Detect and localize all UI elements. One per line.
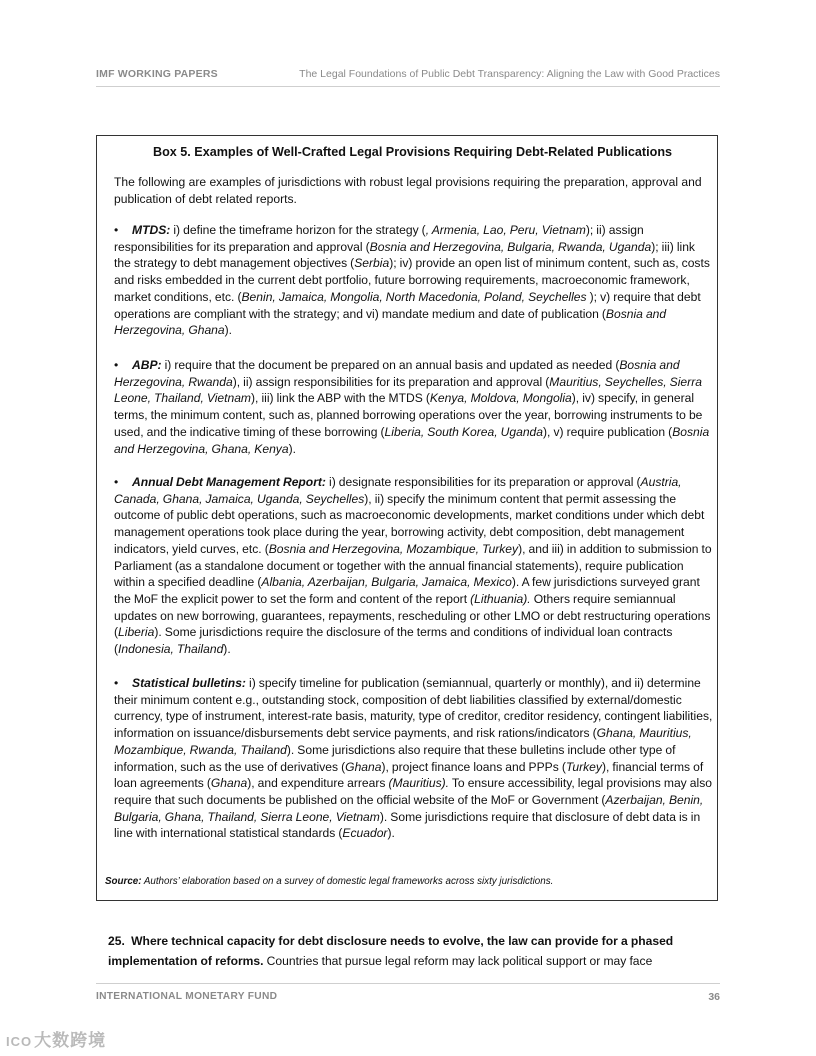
- item-text: ).: [387, 826, 395, 841]
- item-text: ), and expenditure arrears: [247, 776, 389, 791]
- bullet-icon: •: [114, 358, 119, 372]
- source-label: Source:: [105, 876, 142, 887]
- jurisdiction-list: Serbia: [354, 256, 390, 271]
- item-text: ); iv) provide an open list of minimum content, such as, costs and risks embedded in the current debt portfolio, future borrowing requirements, macroeconomic framework, market conditions, etc. (: [114, 256, 710, 304]
- jurisdiction-list: Bosnia and Herzegovina, Rwanda: [114, 358, 680, 389]
- box-item-statistical-bulletins: [114, 675, 714, 842]
- jurisdiction-list: Mauritius, Seychelles, Sierra Leone, Thailand, Vietnam: [114, 374, 702, 406]
- item-text: ), iv) specify, in general terms, the minimum content, such as, planned borrowing operations over the year, borrowing instruments to be used, and the indicative timing of these borrowing (: [114, 391, 703, 439]
- box-source: [105, 876, 553, 887]
- item-text: ), and iii) in addition to submission to Parliament (as a standalone document or together with the annual financial statements), require publication within a specified deadline (: [114, 541, 712, 590]
- box-intro: The following are examples of jurisdictions with robust legal provisions requiring the preparation, approval and publication of debt related reports.: [114, 175, 702, 206]
- item-text: ), iii) link the ABP with the MTDS (: [251, 391, 430, 406]
- jurisdiction-list: Bosnia and Herzegovina, Bulgaria, Rwanda, Uganda: [369, 239, 652, 254]
- jurisdiction-list: , Armenia, Lao, Peru, Vietnam: [425, 223, 586, 237]
- item-text: To ensure accessibility, legal provisions may also require that such documents be published on the official website of the MoF or Government (: [114, 776, 712, 807]
- jurisdiction-list: Bosnia and Herzegovina, Ghana, Kenya: [114, 424, 710, 456]
- item-term: Statistical bulletins:: [132, 676, 246, 690]
- item-body: [114, 358, 709, 456]
- box-item-annual-report: [114, 474, 714, 658]
- jurisdiction-list: Kenya, Moldova, Mongolia: [429, 391, 572, 406]
- item-text: ). Some jurisdictions require that disclosure of debt data is in line with international statistical standards (: [114, 809, 701, 841]
- jurisdiction-list: Ghana, Mauritius, Mozambique, Rwanda, Thailand: [114, 726, 692, 757]
- item-text: ); v) require that debt operations are compliant with the strategy; and vi) mandate medium and date of publication (: [114, 289, 701, 321]
- header-divider: [96, 86, 720, 87]
- item-text: ).: [223, 642, 231, 657]
- watermark-text: 大数跨境: [34, 1031, 107, 1050]
- item-body: [114, 676, 712, 840]
- paragraph-lead: Where technical capacity for debt disclosure needs to evolve, the law can provide for a phased implementation of reforms.: [108, 934, 674, 968]
- item-text: ).: [224, 323, 233, 338]
- jurisdiction-list: Ghana: [345, 759, 382, 774]
- jurisdiction-list: Ghana: [210, 776, 248, 791]
- jurisdiction-list: Bosnia and Herzegovina, Mozambique, Turkey: [268, 541, 519, 556]
- item-text: ), project finance loans and PPPs (: [381, 759, 566, 774]
- jurisdiction-list: (Mauritius).: [388, 776, 450, 791]
- item-text: ). Some jurisdictions also require that these bulletins include other type of information, such as the use of derivatives (: [114, 742, 676, 774]
- running-header-series: IMF WORKING PAPERS: [96, 68, 218, 80]
- item-text: ). Some jurisdictions require the disclosure of the terms and conditions of individual loan contracts (: [114, 625, 673, 657]
- item-text: i) specify timeline for publication (semiannual, quarterly or monthly), and ii) determine their minimum content e.g., outstanding stock, composition of debt liabilities classified by external/domestic currency, type of instrument, interest-rate basis, maturity, type of creditor, creditor residency, contingent liabilities, information on issuance/disbursements debt service payments, and risk rations/indicators (: [114, 676, 713, 741]
- box-5: [96, 135, 718, 901]
- item-text: i) require that the document be prepared on an annual basis and updated as needed (: [161, 358, 620, 372]
- jurisdiction-list: (Lithuania).: [470, 591, 531, 606]
- running-header-title: The Legal Foundations of Public Debt Transparency: Aligning the Law with Good Practices: [299, 68, 720, 80]
- item-term: MTDS:: [132, 223, 171, 237]
- paragraph-text: Countries that pursue legal reform may lack political support or may face: [263, 953, 653, 968]
- bullet-icon: •: [114, 475, 119, 489]
- jurisdiction-list: Liberia: [118, 625, 155, 640]
- bullet-icon: •: [114, 223, 119, 237]
- box-item-mtds: [114, 222, 714, 339]
- item-text: Others require semiannual updates on new borrowing, guarantees, repayments, rescheduling or other LMO or debt restructuring operations (: [114, 591, 711, 640]
- item-text: ), ii) assign responsibilities for its preparation and approval (: [232, 374, 550, 389]
- paragraph-25: [108, 932, 714, 971]
- item-text: ), v) require publication (: [543, 424, 673, 439]
- jurisdiction-list: Bosnia and Herzegovina, Ghana: [114, 306, 667, 338]
- item-text: ); ii) assign responsibilities for its preparation and approval (: [114, 223, 644, 254]
- jurisdiction-list: Turkey: [565, 759, 602, 774]
- page-number: 36: [708, 991, 720, 1003]
- footer-divider: [96, 983, 720, 984]
- item-text: i) define the timeframe horizon for the strategy (: [170, 223, 426, 237]
- item-term: Annual Debt Management Report:: [132, 475, 326, 489]
- item-text: ), ii) specify the minimum content that permit assessing the outcome of public debt operations, such as macroeconomic developments, market conditions under which debt management operations took place during the year, borrowing activity, debt composition, debt management indicators, yield curves, etc. (: [114, 491, 705, 556]
- item-text: ). A few jurisdictions surveyed grant the MoF the explicit power to set the form and content of the report: [114, 575, 700, 606]
- paragraph-number: 25.: [108, 934, 125, 948]
- jurisdiction-list: Benin, Jamaica, Mongolia, North Macedonia, Poland, Seychelles: [241, 289, 587, 304]
- item-term: ABP:: [132, 358, 162, 372]
- box-title: Box 5. Examples of Well-Crafted Legal Provisions Requiring Debt-Related Publications: [153, 145, 673, 159]
- bullet-icon: •: [114, 676, 119, 690]
- item-text: i) designate responsibilities for its preparation or approval (: [325, 475, 641, 489]
- item-text: ), financial terms of loan agreements (: [114, 759, 704, 791]
- item-body: [114, 475, 712, 656]
- footer-org: INTERNATIONAL MONETARY FUND: [96, 991, 278, 1002]
- item-text: ); iii) link the strategy to debt management objectives (: [114, 239, 695, 271]
- jurisdiction-list: Azerbaijan, Benin, Bulgaria, Ghana, Thailand, Sierra Leone, Vietnam: [114, 792, 704, 824]
- jurisdiction-list: Albania, Azerbaijan, Bulgaria, Jamaica, Mexico: [261, 575, 512, 590]
- watermark-logo-icon: ICO: [6, 1034, 33, 1049]
- jurisdiction-list: Ecuador: [342, 826, 388, 841]
- box-item-abp: [114, 357, 714, 457]
- jurisdiction-list: Austria, Canada, Ghana, Jamaica, Uganda, Seychelles: [114, 475, 682, 506]
- item-body: [114, 223, 710, 337]
- jurisdiction-list: Indonesia, Thailand: [118, 642, 224, 657]
- jurisdiction-list: Liberia, South Korea, Uganda: [384, 424, 543, 439]
- watermark: [6, 1026, 106, 1051]
- source-text: Authors’ elaboration based on a survey of domestic legal frameworks across sixty jurisdictions.: [141, 876, 554, 887]
- item-text: ).: [288, 441, 296, 456]
